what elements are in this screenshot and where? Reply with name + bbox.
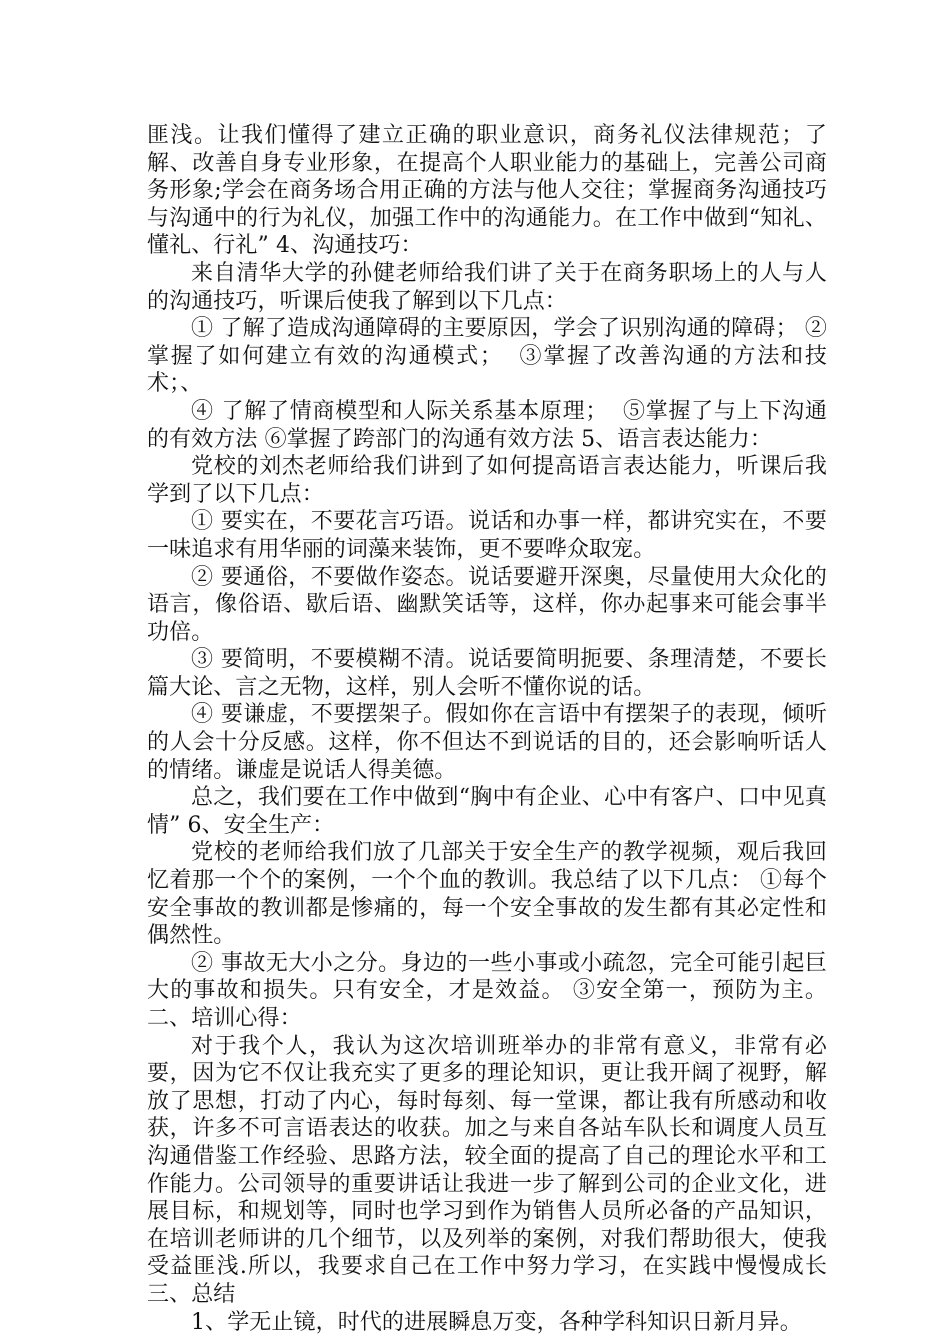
body-paragraph: ① 了解了造成沟通障碍的主要原因，学会了识别沟通的障碍； ②掌握了如何建立有效的沟通模式； ③掌握了改善沟通的方法和技术；、 (147, 316, 827, 397)
body-paragraph: ③ 要简明，不要模糊不清。说话要简明扼要、条理清楚，不要长篇大论、言之无物，这样，别人会听不懂你说的话。 (147, 647, 827, 700)
body-paragraph: 1、学无止镜，时代的进展瞬息万变，各种学科知识日新月异。 (191, 1309, 802, 1335)
body-paragraph: 对于我个人，我认为这次培训班举办的非常有意义，非常有必要，因为它不仅让我充实了更多的理论知识，更让我开阔了视野，解放了思想，打动了内心，每时每刻、每一堂课，都让我有所感动和收获，许多不可言语表达的收获。加之与来自各站车队长和调度人员互沟通借鉴工作经验、思路方法，较全面的提高了自己的理论水平和工作能力。公司领导的重要讲话让我进一步了解到公司的企业文化，进展目标，和规划等，同时也学习到作为销售人员所必备的产品知识，在培训老师讲的几个细节，以及列举的案例，对我们帮助很大，使我受益匪浅.所以，我要求自己在工作中努力学习，在实践中慢慢成长 三、总结 (147, 1033, 835, 1307)
body-paragraph: ④ 要谦虚，不要摆架子。假如你在言语中有摆架子的表现，倾听的人会十分反感。这样，你不但达不到说话的目的，还会影响听话人的情绪。谦虚是说话人得美德。 (147, 702, 827, 783)
body-paragraph: ① 要实在，不要花言巧语。说话和办事一样，都讲究实在，不要一味追求有用华丽的词藻来装饰，更不要哗众取宠。 (147, 509, 827, 562)
body-paragraph: ④ 了解了情商模型和人际关系基本原理； ⑤掌握了与上下沟通的有效方法 ⑥掌握了跨部门的沟通有效方法 5、语言表达能力： (147, 398, 827, 452)
body-paragraph: 匪浅。让我们懂得了建立正确的职业意识，商务礼仪法律规范；了解、改善自身专业形象，在提高个人职业能力的基础上，完善公司商务形象;学会在商务场合用正确的方法与他人交往；掌握商务沟通技巧与沟通中的行为礼仪，加强工作中的沟通能力。在工作中做到“知礼、懂礼、行礼” 4、沟通技巧： (147, 123, 827, 259)
body-paragraph: 总之，我们要在工作中做到“胸中有企业、心中有客户、口中见真情” 6、安全生产： (147, 785, 827, 838)
body-paragraph: 党校的刘杰老师给我们讲到了如何提高语言表达能力，听课后我学到了以下几点： (147, 454, 827, 507)
body-paragraph: 党校的老师给我们放了几部关于安全生产的教学视频，观后我回忆着那一个个的案例，一个个血的教训。我总结了以下几点： ①每个安全事故的教训都是惨痛的，每一个安全事故的发生都有其必定性和偶然性。 (147, 840, 827, 949)
body-paragraph: ② 事故无大小之分。身边的一些小事或小疏忽，完全可能引起巨大的事故和损失。只有安全，才是效益。 ③安全第一，预防为主。 二、培训心得： (147, 950, 835, 1031)
body-paragraph: ② 要通俗，不要做作姿态。说话要避开深奥，尽量使用大众化的语言，像俗语、歇后语、幽默笑话等，这样，你办起事来可能会事半功倍。 (147, 564, 827, 645)
document-body (147, 122, 835, 1336)
body-paragraph: 来自清华大学的孙健老师给我们讲了关于在商务职场上的人与人的沟通技巧，听课后使我了解到以下几点： (147, 260, 827, 314)
